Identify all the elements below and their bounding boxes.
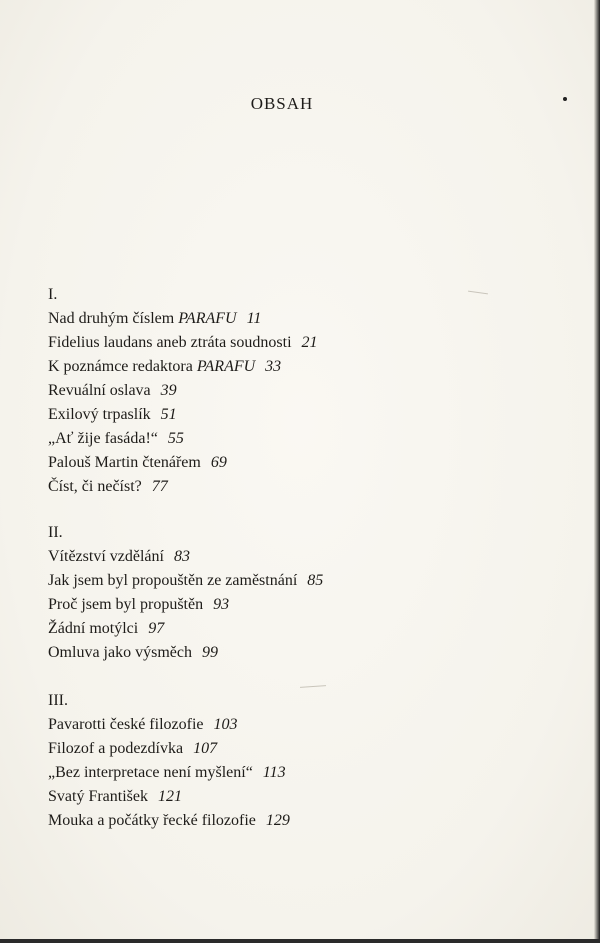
toc-section-2 [48,521,548,665]
entry-title-italic: PARAFU [178,310,237,327]
entry-title-italic: PARAFU [196,358,256,375]
paper-scratch [300,685,326,688]
entry-page-number: 99 [201,644,218,661]
entry-title: „Ať žije fasáda!“ [48,430,158,447]
entry-title: Fidelius laudans aneb ztráta soudnosti [48,334,292,351]
toc-entry[interactable] [48,331,548,355]
toc-entry[interactable] [48,403,548,427]
toc-entry[interactable] [48,475,548,499]
toc-entry[interactable] [48,593,548,617]
entry-title: Filozof a podezdívka [48,740,184,757]
entry-title: Mouka a počátky řecké filozofie [48,812,256,829]
toc-entry[interactable] [48,307,548,331]
toc-entry[interactable] [48,737,548,761]
entry-page-number: 55 [167,430,184,447]
page-bottom-edge [0,939,600,943]
page-edge-shadow [594,0,600,943]
entry-page-number: 113 [262,764,286,781]
toc-entry[interactable] [48,641,548,665]
entry-page-number: 107 [193,740,218,757]
toc-section-3 [48,689,548,833]
entry-page-number: 121 [158,788,182,805]
entry-page-number: 83 [173,548,190,565]
entry-title: Číst, či nečíst? [48,478,142,495]
section-heading: II. [48,524,63,541]
toc-entry[interactable] [48,785,548,809]
toc-entry[interactable] [48,545,548,569]
toc-entry[interactable] [48,713,548,737]
entry-page-number: 97 [148,620,165,637]
toc-section-1 [48,283,548,499]
entry-page-number: 93 [213,596,230,613]
entry-page-number: 85 [307,572,324,589]
entry-title: Exilový trpaslík [48,406,151,423]
entry-page-number: 11 [246,310,262,327]
entry-title: Nad druhým číslem [48,310,179,327]
entry-page-number: 21 [301,334,318,351]
section-heading: I. [48,286,58,303]
toc-entry[interactable] [48,809,548,833]
section-heading: III. [48,692,68,709]
entry-title: „Bez interpretace není myšlení“ [48,764,253,781]
entry-title: Revuální oslava [48,382,151,399]
entry-page-number: 129 [265,812,290,829]
entry-title: Jak jsem byl propouštěn ze zaměstnání [48,572,298,589]
entry-page-number: 51 [160,406,177,423]
entry-title: Omluva jako výsměch [48,644,192,661]
entry-title: Proč jsem byl propuštěn [48,596,204,613]
toc-entry[interactable] [48,355,548,379]
entry-title: K poznámce redaktora [48,358,197,375]
toc-entry[interactable] [48,761,548,785]
entry-title: Palouš Martin čtenářem [48,454,201,471]
entry-title: Svatý František [48,788,148,805]
toc-entry[interactable] [48,451,548,475]
page-title: OBSAH [250,94,314,113]
toc-entry[interactable] [48,617,548,641]
entry-page-number: 33 [265,358,282,375]
toc-entry[interactable] [48,379,548,403]
entry-page-number: 39 [160,382,177,399]
entry-title: Pavarotti české filozofie [48,716,204,733]
entry-title: Žádní motýlci [48,620,139,637]
toc-entry[interactable] [48,569,548,593]
entry-title: Vítězství vzdělání [48,548,164,565]
entry-page-number: 77 [151,478,168,495]
entry-page-number: 103 [213,716,238,733]
entry-page-number: 69 [210,454,227,471]
toc-entry[interactable] [48,427,548,451]
